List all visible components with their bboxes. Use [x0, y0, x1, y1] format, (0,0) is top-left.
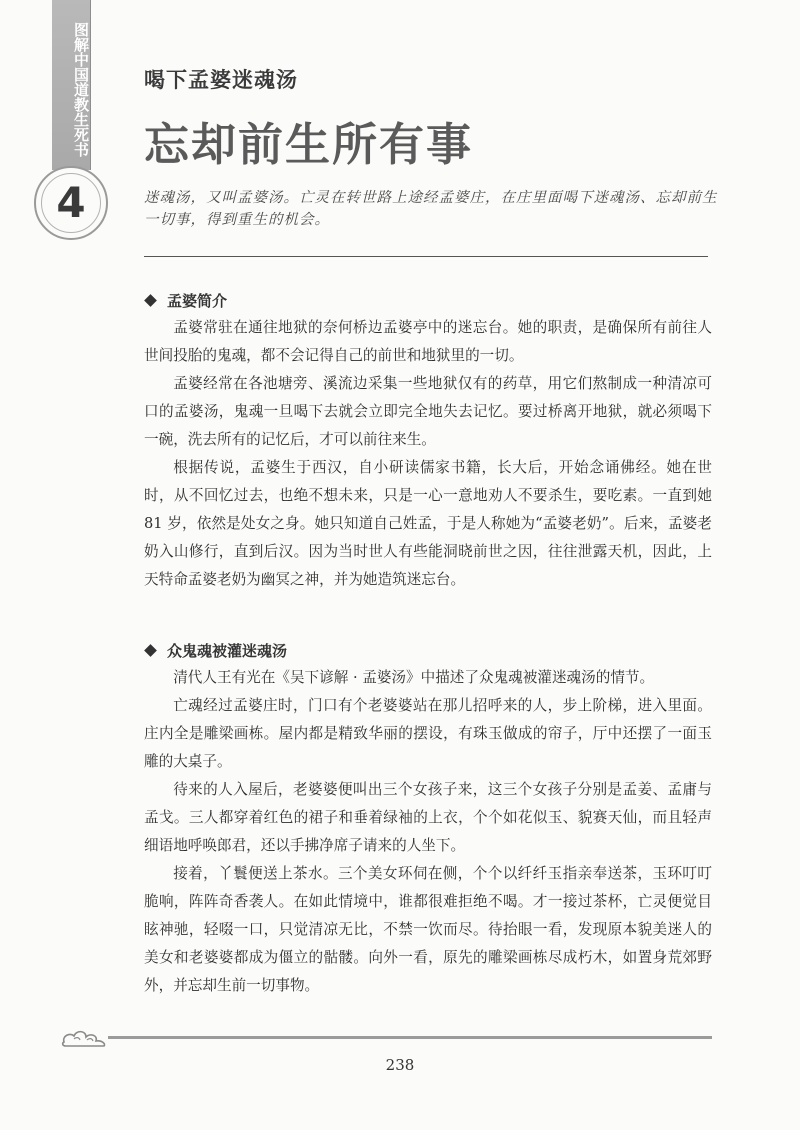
side-tab [52, 0, 91, 170]
paragraph: 根据传说，孟婆生于西汉，自小研读儒家书籍，长大后，开始念诵佛经。她在世时，从不回忆过去，也绝不想未来，只是一心一意地劝人不要杀生，要吃素。一直到她 81 岁，依然是处女之身。她只知道自己姓孟，于是人称她为“孟婆老奶”。后来，孟婆老奶入山修行，直到后汉。因为当时世人有些能洞晓前世之因，往往泄露天机，因此，上天特命孟婆老奶为幽冥之神，并为她造筑迷忘台。 [144, 459, 712, 588]
diamond-bullet-icon [144, 294, 157, 307]
chapter-number: 4 [41, 173, 101, 233]
diamond-bullet-icon [144, 644, 157, 657]
paragraph: 孟婆常驻在通往地狱的奈何桥边孟婆亭中的迷忘台。她的职责，是确保所有前往人世间投胎的鬼魂，都不会记得自己的前世和地狱里的一切。 [144, 319, 712, 364]
book-title: 图解中国道教生死书 [72, 21, 90, 157]
section-body [144, 314, 712, 594]
section-heading-text: 孟婆简介 [167, 292, 228, 310]
paragraph: 待来的人入屋后，老婆婆便叫出三个女孩子来，这三个女孩子分别是孟姜、孟庸与孟戈。三人都穿着红色的裙子和垂着绿袖的上衣，个个如花似玉、貌赛天仙，而且轻声细语地呼唤郎君，还以手拂净席子请来的人坐下。 [144, 781, 712, 854]
paragraph: 孟婆经常在各池塘旁、溪流边采集一些地狱仅有的药草，用它们熬制成一种清凉可口的孟婆汤，鬼魂一旦喝下去就会立即完全地失去记忆。要过桥离开地狱，就必须喝下一碗，洗去所有的记忆后，才可以前往来生。 [144, 375, 712, 448]
paragraph: 接着，丫鬟便送上茶水。三个美女环伺在侧，个个以纤纤玉指亲奉送茶，玉环叮叮脆响，阵阵奇香袭人。在如此情境中，谁都很难拒绝不喝。才一接过茶杯，亡灵便觉目眩神驰，轻啜一口，只觉清凉无比，不禁一饮而尽。待抬眼一看，发现原本貌美迷人的美女和老婆婆都成为僵立的骷髅。向外一看，原先的雕梁画栋尽成朽木，如置身荒郊野外，并忘却生前一切事物。 [144, 865, 712, 994]
page-number: 238 [385, 1056, 415, 1074]
paragraph: 清代人王有光在《吴下谚解 · 孟婆汤》中描述了众鬼魂被灌迷魂汤的情节。 [173, 669, 655, 686]
section-heading-text: 众鬼魂被灌迷魂汤 [167, 642, 288, 660]
chapter-badge [34, 166, 108, 240]
divider [144, 256, 708, 257]
cloud-ornament-icon [60, 1024, 108, 1050]
page-title: 忘却前生所有事 [144, 118, 474, 171]
page-subtitle: 喝下孟婆迷魂汤 [144, 68, 298, 92]
section-heading [146, 290, 227, 311]
section-heading [146, 640, 287, 661]
intro-text: 迷魂汤，又叫孟婆汤。亡灵在转世路上途经孟婆庄，在庄里面喝下迷魂汤、忘却前生一切事，得到重生的机会。 [144, 190, 718, 228]
footer-rule [108, 1036, 712, 1039]
section-body [144, 664, 712, 1000]
paragraph: 亡魂经过孟婆庄时，门口有个老婆婆站在那儿招呼来的人，步上阶梯，进入里面。庄内全是雕梁画栋。屋内都是精致华丽的摆设，有珠玉做成的帘子，厅中还摆了一面玉雕的大桌子。 [144, 697, 712, 770]
